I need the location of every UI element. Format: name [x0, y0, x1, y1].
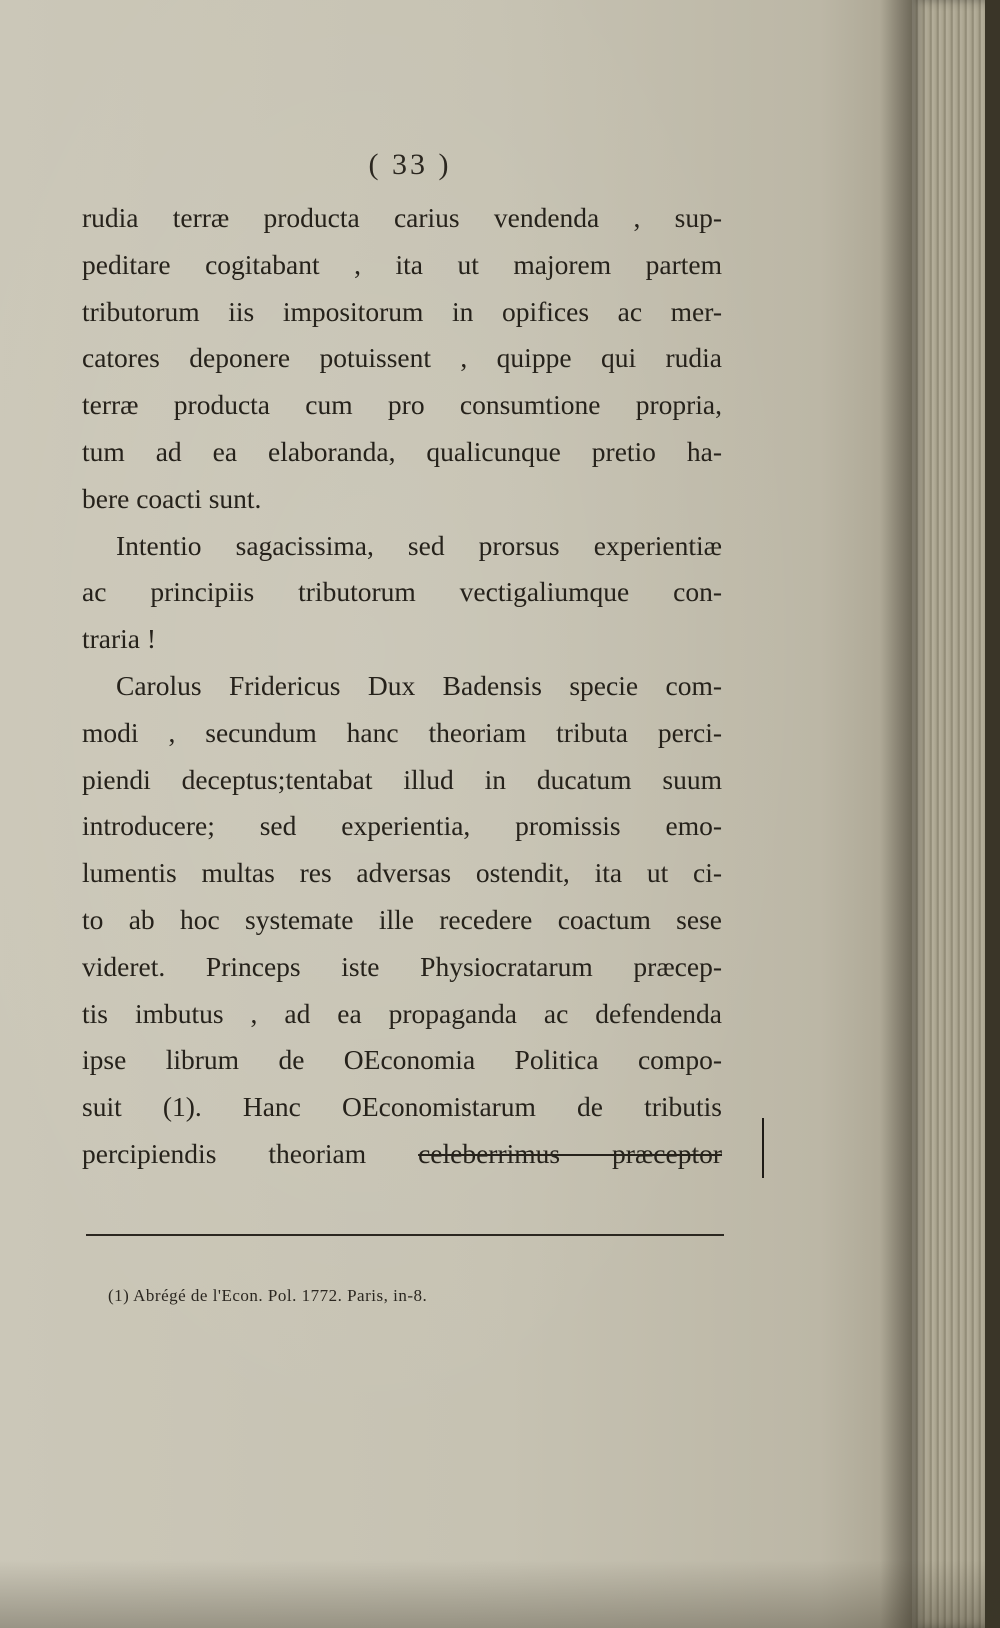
paragraph-2 [82, 523, 722, 663]
text-line: ipse librum de OEconomia Politica compo- [82, 1044, 722, 1076]
text-line: terræ producta cum pro consumtione propria, [82, 389, 722, 421]
text-plain: percipiendis theoriam [82, 1137, 367, 1169]
text-line: introducere; sed experientia, promissis emo- [82, 810, 722, 842]
bottom-shadow [0, 1560, 1000, 1628]
body-text [82, 195, 722, 1178]
footnote: (1) Abrégé de l'Econ. Pol. 1772. Paris, in-8. [108, 1286, 428, 1305]
struck-through-text: celeberrimus præceptor [418, 1137, 723, 1169]
handwritten-margin-mark [762, 1118, 764, 1178]
text-line: catores deponere potuissent , quippe qui rudia [82, 342, 722, 374]
text-line: peditare cogitabant , ita ut majorem partem [82, 248, 722, 280]
text-line: lumentis multas res adversas ostendit, ita ut ci- [82, 857, 722, 889]
gutter-shadow [880, 0, 912, 1628]
text-line: traria ! [82, 623, 157, 655]
text-line: suit (1). Hanc OEconomistarum de tributis [82, 1091, 722, 1123]
text-line: ac principiis tributorum vectigaliumque con- [82, 576, 722, 608]
footnote-rule [86, 1234, 724, 1236]
text-line: bere coacti sunt. [82, 482, 262, 514]
text-line: Intentio sagacissima, sed prorsus experientiæ [116, 529, 722, 561]
text-line: to ab hoc systemate ille recedere coactum sese [82, 903, 722, 935]
book-cover-edge [985, 0, 1000, 1628]
text-line: piendi deceptus;tentabat illud in ducatum suum [82, 763, 722, 795]
text-line: rudia terræ producta carius vendenda , sup- [82, 202, 722, 233]
text-line: tributorum iis impositorum in opifices ac mer- [82, 295, 722, 327]
text-line: tis imbutus , ad ea propaganda ac defendenda [82, 997, 722, 1029]
text-line: Carolus Fridericus Dux Badensis specie com- [116, 669, 722, 701]
paragraph-3 [82, 663, 722, 1178]
text-line: tum ad ea elaboranda, qualicunque pretio ha- [82, 435, 722, 467]
paragraph-1 [82, 195, 722, 523]
page-number: ( 33 ) [368, 148, 452, 181]
text-line: videret. Princeps iste Physiocratarum præcep- [82, 950, 722, 982]
text-line-last [82, 1131, 722, 1178]
text-line: modi , secundum hanc theoriam tributa perci- [82, 716, 722, 748]
